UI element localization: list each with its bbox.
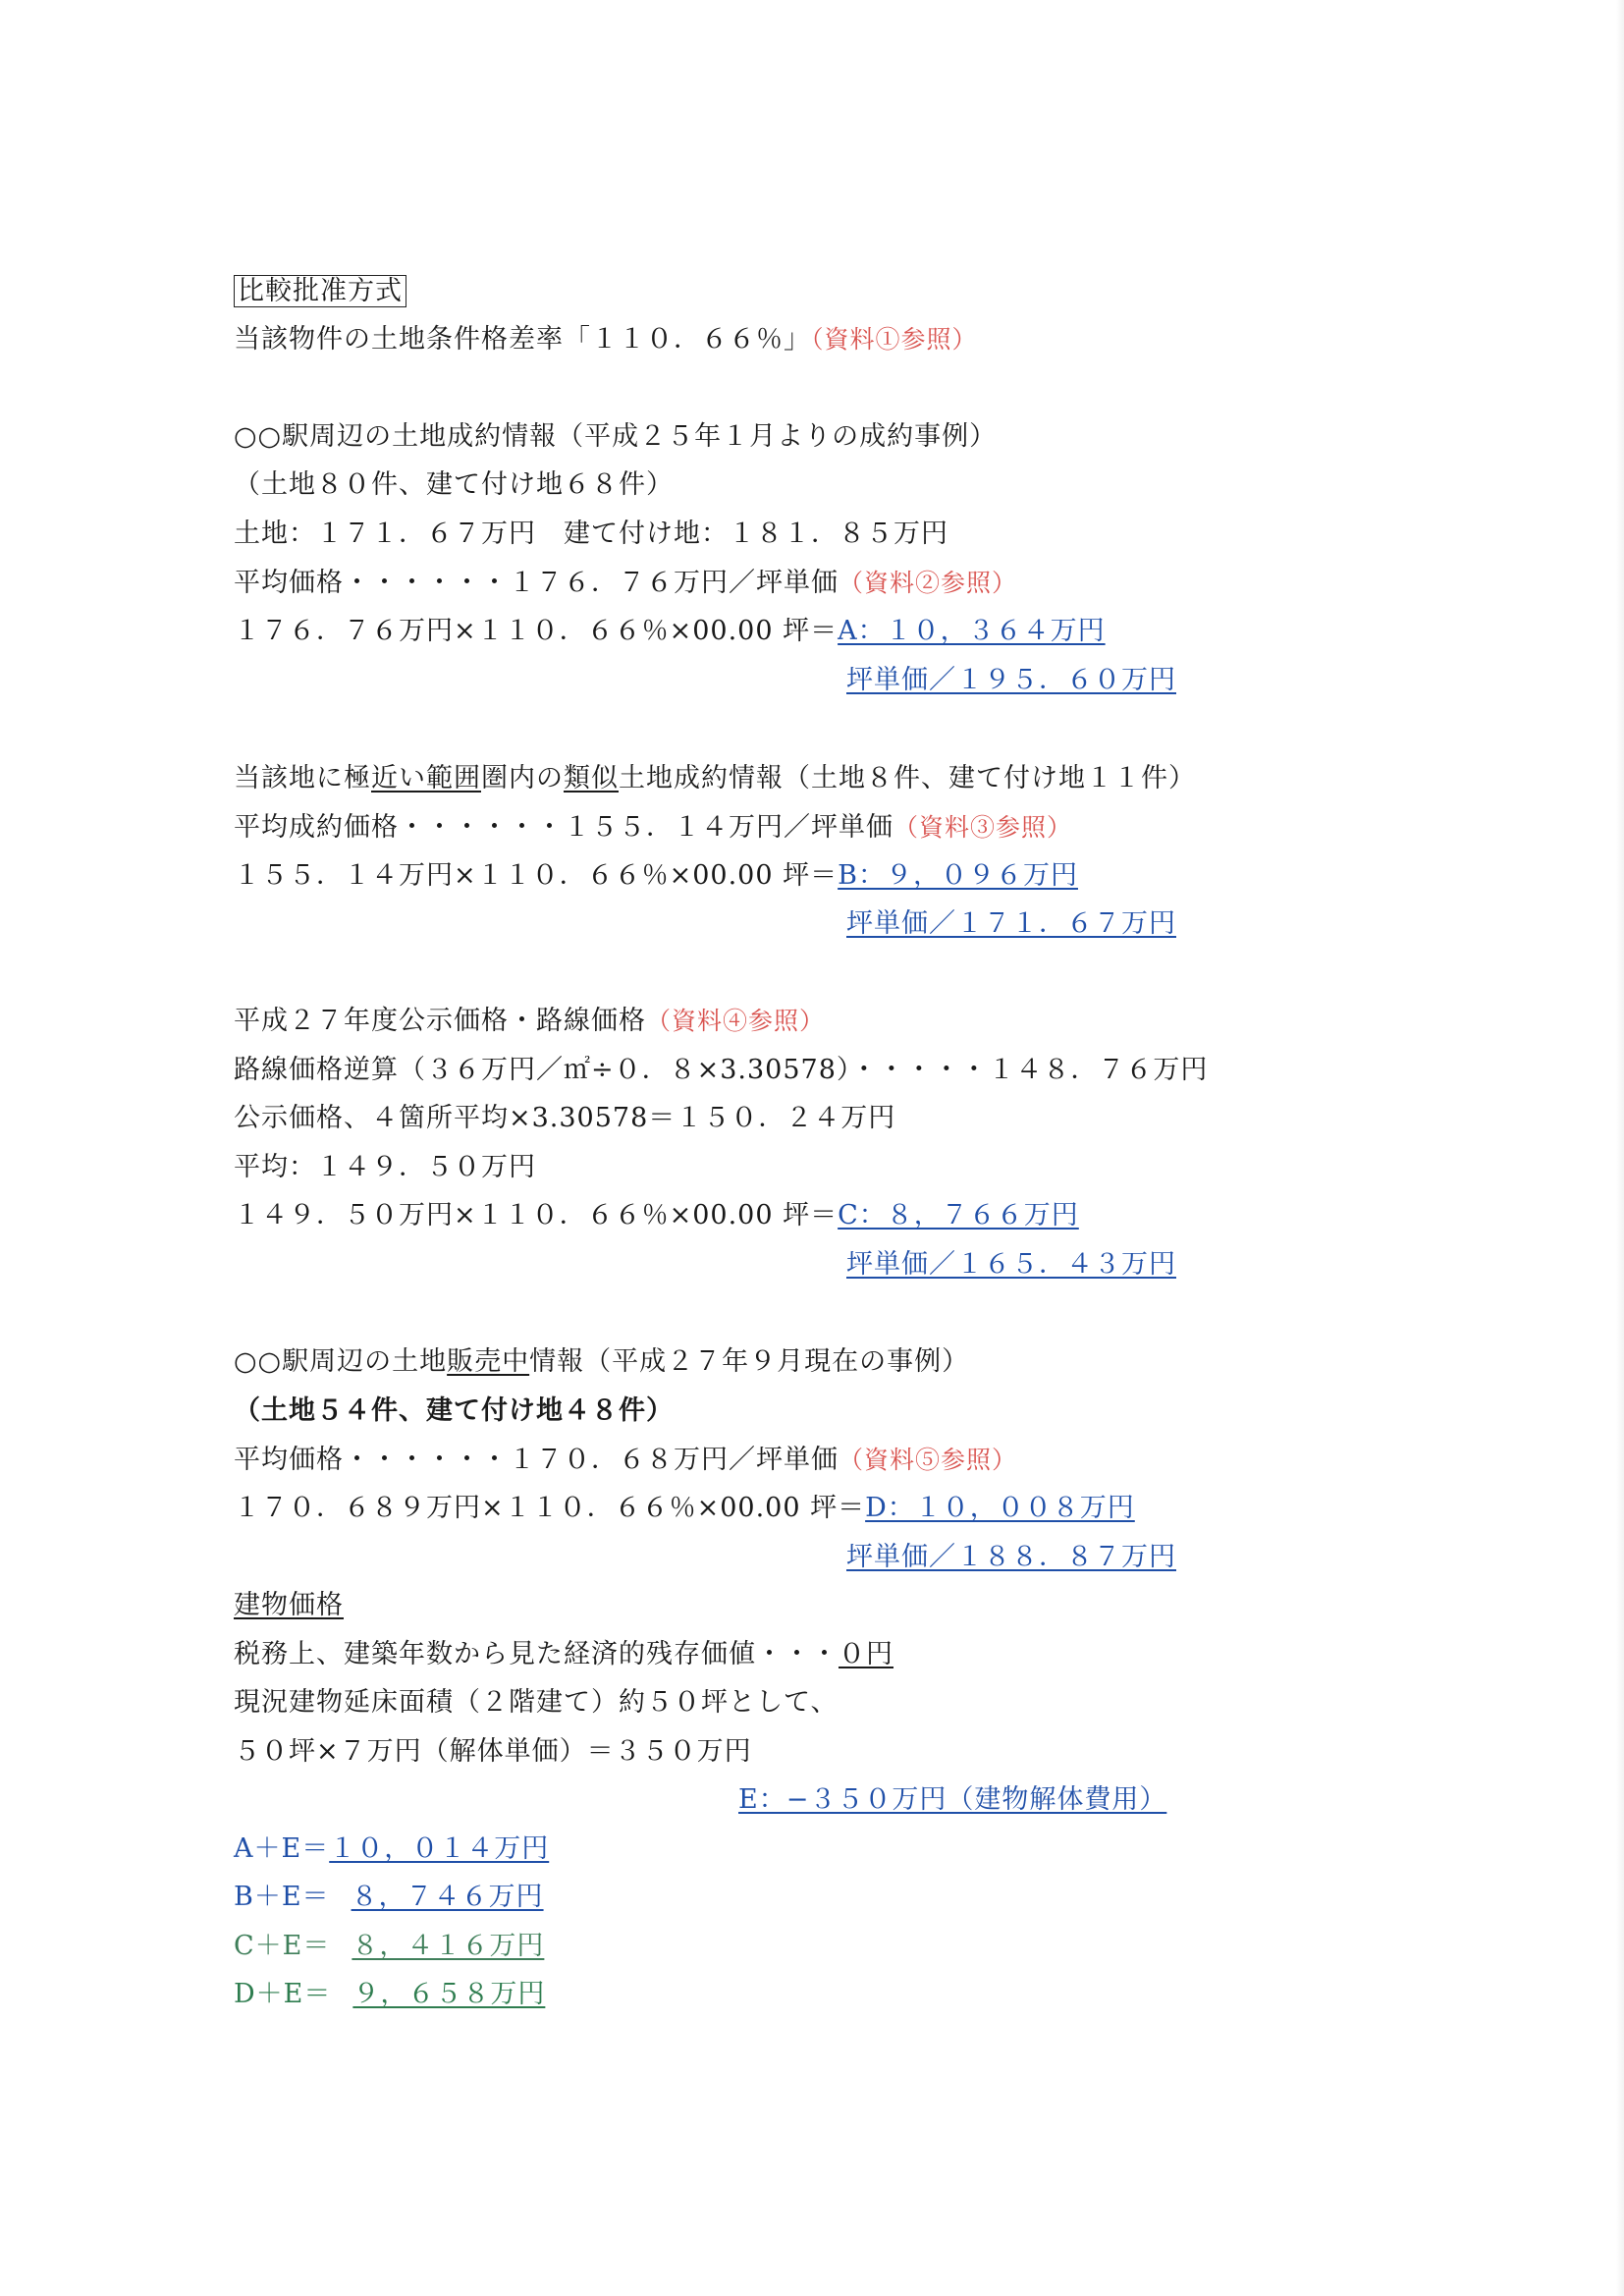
s5-title [234,1345,969,1379]
total-value: ８，４１６万円 [352,1931,545,1961]
s5-title-b: 情報（平成２７年９月現在の事例） [529,1346,970,1377]
residual-text: 税務上、建築年数から見た経済的残存価値・・・ [234,1639,839,1669]
residual-line [234,1638,893,1671]
s3-title [234,762,1196,795]
s4-calc-line [234,1199,1079,1232]
s5-average-line [234,1444,1017,1477]
s2-calc-line [234,615,1106,648]
total-row [234,1832,549,1866]
total-label: B＋E＝ [234,1882,330,1912]
s3-result: B：９，０９６万円 [838,860,1078,891]
s4-average: 平均：１４９．５０万円 [234,1152,536,1182]
s5-unit-price: 坪単価／１８８．８７万円 [846,1542,1176,1572]
residual-value: ０円 [839,1639,893,1669]
s3-title-c: 土地成約情報（土地８件、建て付け地１１件） [619,763,1196,793]
s2-title: ○○駅周辺の土地成約情報（平成２５年１月よりの成約事例） [234,421,998,452]
s4-unit-price: 坪単価／１６５．４３万円 [846,1249,1176,1280]
s5-counts: （土地５４件、建て付け地４８件） [234,1395,674,1426]
s3-title-a: 当該地に極 [234,763,371,793]
s3-title-u2: 類似 [564,763,619,793]
total-label: D＋E＝ [234,1979,332,2009]
s2-average-line [234,567,1017,600]
s3-average-reference: （資料③参照） [893,813,1073,842]
method-heading [234,275,406,308]
s4-result: C：８，７６６万円 [838,1200,1079,1230]
total-row [234,1930,544,1963]
s2-prices: 土地：１７１．６７万円 建て付け地：１８１．８５万円 [234,519,948,549]
s5-average-text: 平均価格・・・・・・１７０．６８万円／坪単価 [234,1445,839,1475]
condition-line [234,323,978,356]
total-value: ８，７４６万円 [351,1882,544,1912]
building-heading: 建物価格 [234,1590,344,1620]
total-label: C＋E＝ [234,1931,331,1961]
total-row [234,1978,545,2011]
s4-public-calc: 公示価格、４箇所平均×3.30578＝１５０．２４万円 [234,1103,896,1133]
s4-calc: １４９．５０万円×１１０．６６％×00.00 坪＝ [234,1200,839,1230]
condition-text: 当該物件の土地条件格差率「１１０．６６％」 [234,324,811,355]
s5-title-u: 販売中 [447,1346,530,1377]
s5-title-a: ○○駅周辺の土地 [234,1346,448,1377]
s3-title-u1: 近い範囲 [371,763,481,793]
s3-unit-price: 坪単価／１７１．６７万円 [846,908,1176,939]
e-result: E：−３５０万円（建物解体費用） [738,1784,1167,1815]
s4-title: 平成２７年度公示価格・路線価格 [234,1006,646,1036]
s5-result: D：１０，００８万円 [865,1493,1135,1523]
s3-calc: １５５．１４万円×１１０．６６％×00.00 坪＝ [234,860,839,891]
s5-average-reference: （資料⑤参照） [839,1446,1018,1474]
demolition-calc: ５０坪×７万円（解体単価）＝３５０万円 [234,1736,752,1767]
s3-title-b: 圏内の [481,763,564,793]
s3-calc-line [234,859,1078,893]
s3-average-line [234,811,1072,845]
floor-area: 現況建物延床面積（２階建て）約５０坪として、 [234,1687,839,1718]
s2-average-text: 平均価格・・・・・・１７６．７６万円／坪単価 [234,568,839,598]
s4-title-line [234,1005,825,1038]
s2-average-reference: （資料②参照） [839,569,1018,597]
s5-calc: １７０．６８９万円×１１０．６６％×00.00 坪＝ [234,1493,866,1523]
s3-average-text: 平均成約価格・・・・・・１５５．１４万円／坪単価 [234,812,893,843]
total-label: A＋E＝ [234,1833,330,1864]
s5-calc-line [234,1492,1135,1525]
s4-title-reference: （資料④参照） [646,1007,826,1035]
s2-counts: （土地８０件、建て付け地６８件） [234,469,674,500]
total-row [234,1881,544,1914]
condition-reference: （資料①参照） [811,325,978,354]
scan-edge [1616,0,1624,2296]
total-value: １０，０１４万円 [329,1833,550,1864]
method-heading-text: 比較批准方式 [234,275,406,307]
total-value: ９，６５８万円 [352,1979,546,2009]
s2-calc: １７６．７６万円×１１０．６６％×00.00 坪＝ [234,616,839,646]
s2-result: A：１０，３６４万円 [838,616,1106,646]
s4-route-calc: 路線価格逆算（３６万円／㎡÷０．８×3.30578）・・・・・１４８．７６万円 [234,1055,1209,1085]
s2-unit-price: 坪単価／１９５．６０万円 [846,665,1176,695]
